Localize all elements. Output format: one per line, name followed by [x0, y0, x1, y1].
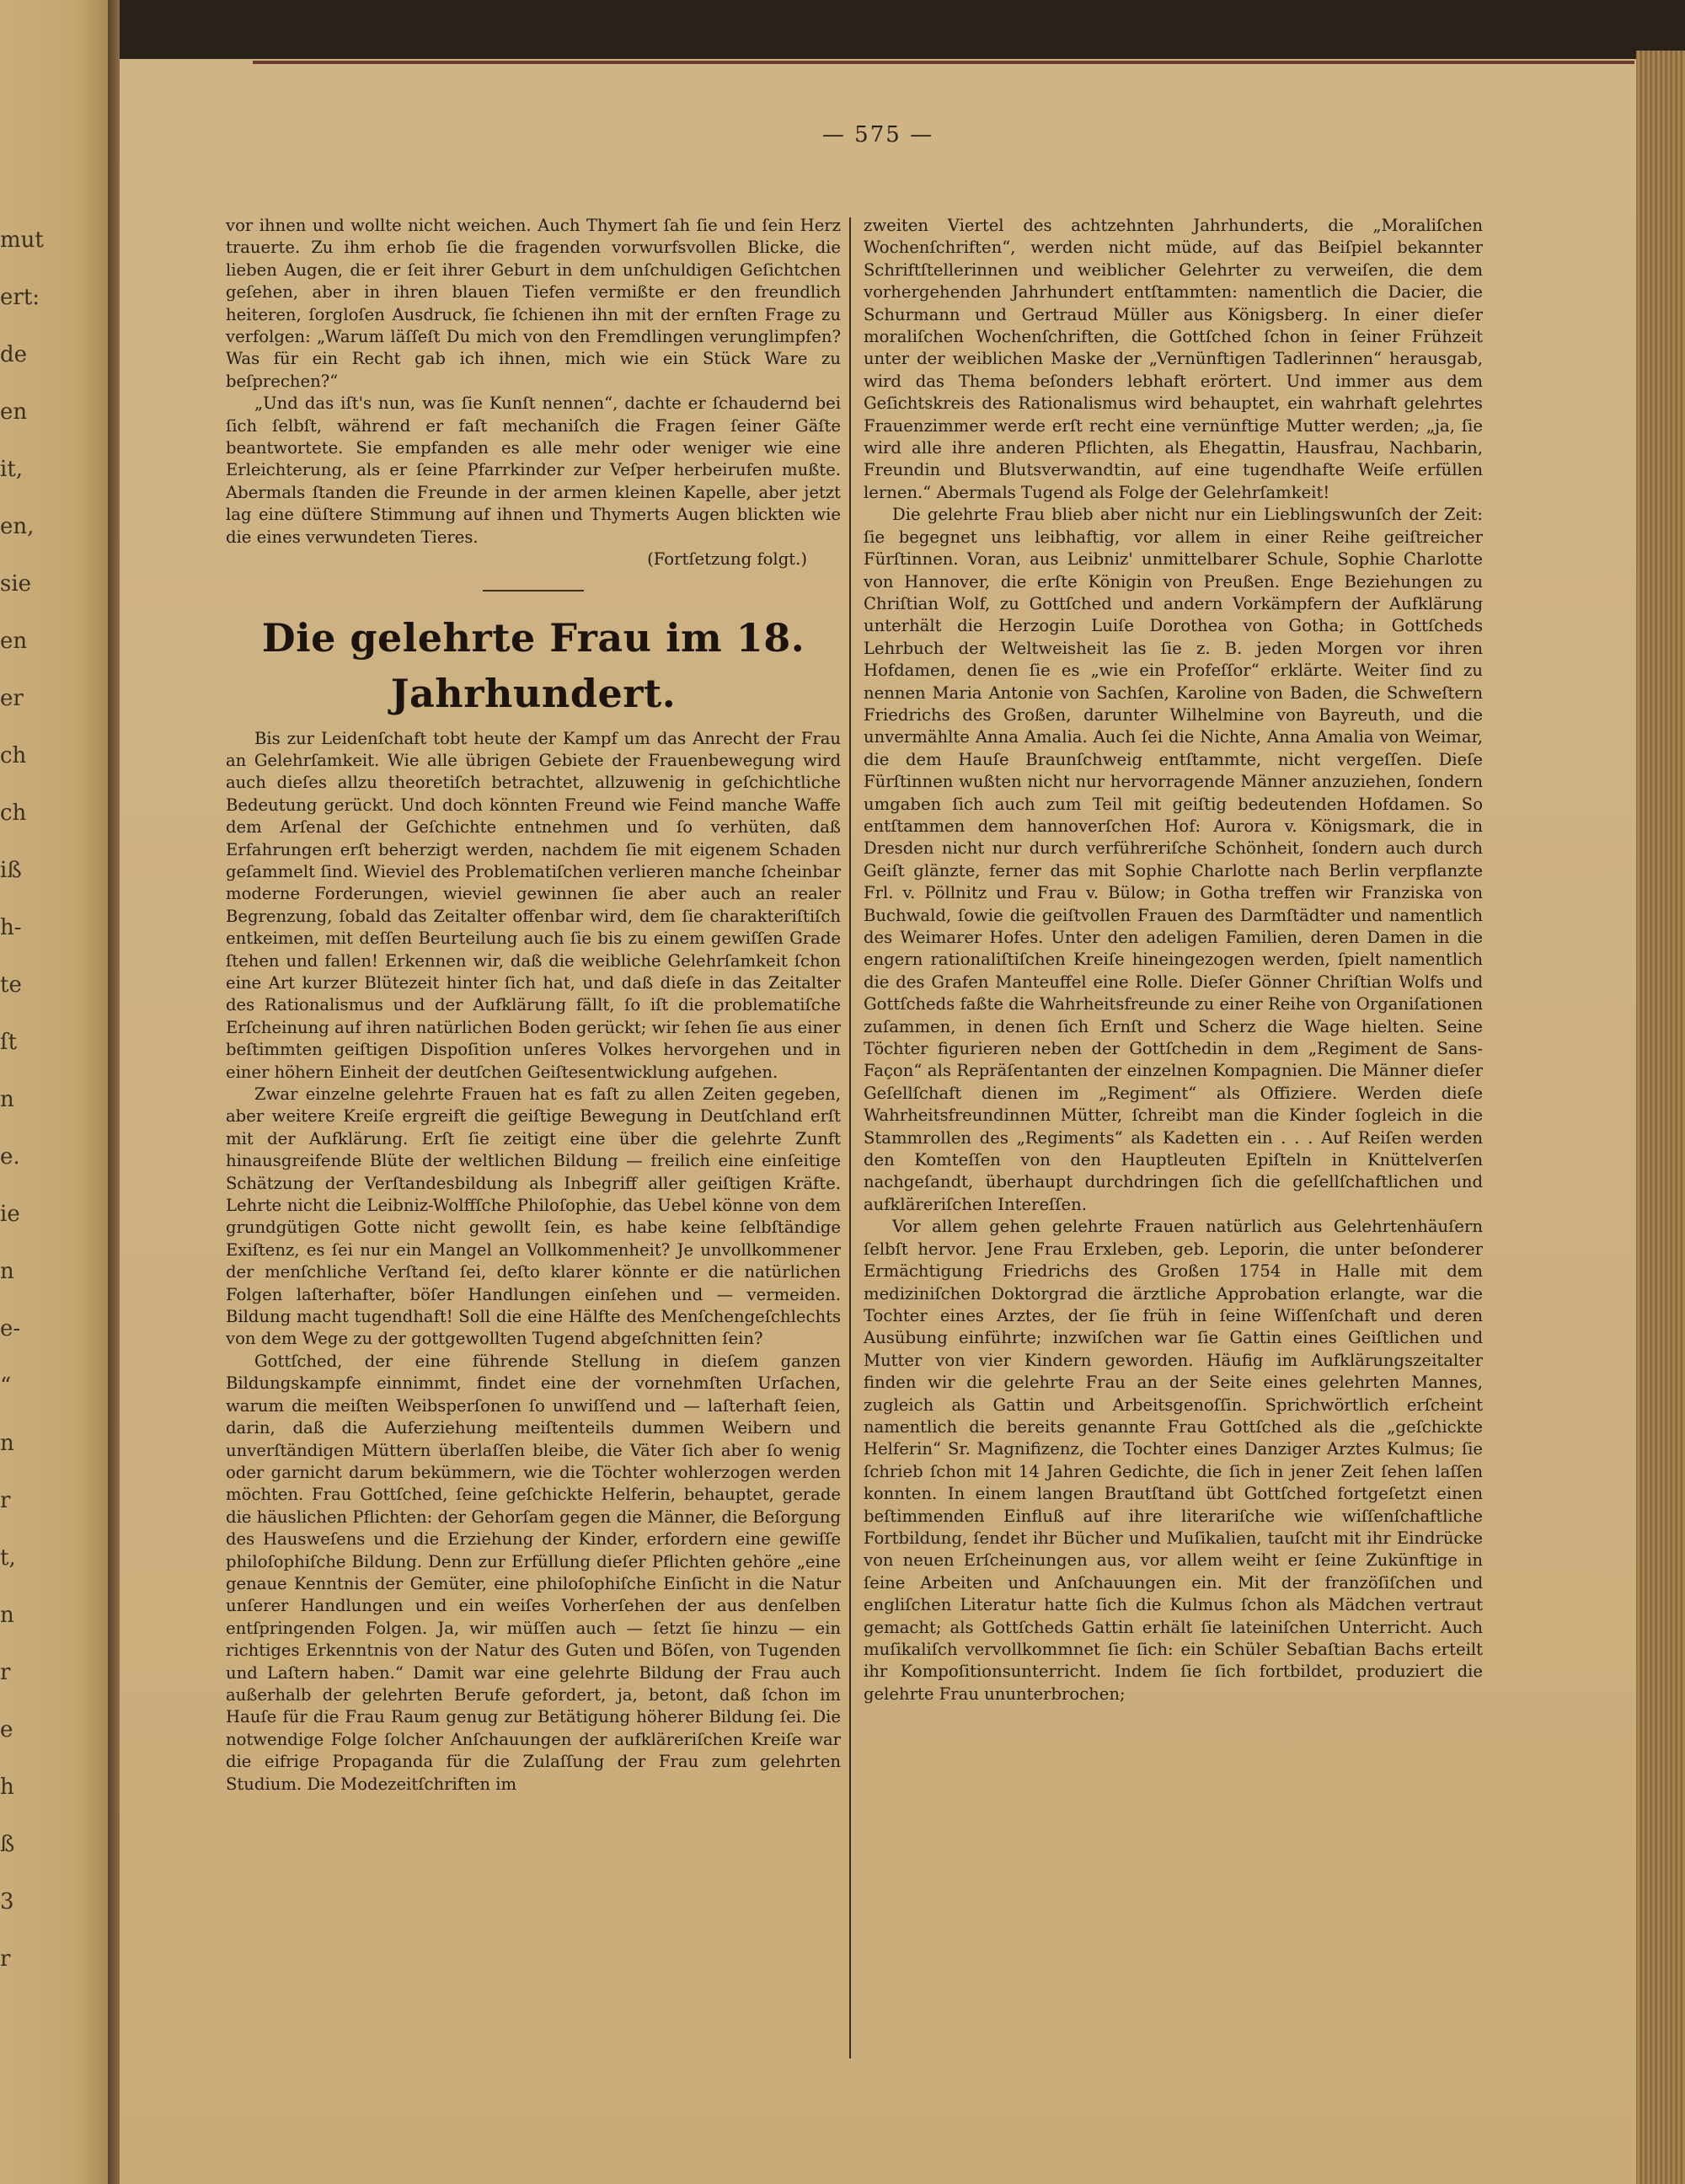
facing-page-fragment: en, [0, 514, 35, 539]
facing-page-fragment: ert: [0, 285, 40, 310]
facing-page-fragment: h- [0, 915, 22, 940]
facing-page-fragment: er [0, 686, 24, 711]
facing-page-fragment: en [0, 399, 28, 425]
facing-page-fragment: ch [0, 743, 27, 768]
facing-page-fragment: te [0, 972, 22, 998]
facing-page-fragment: n [0, 1087, 14, 1112]
facing-page-fragment: ß [0, 1832, 15, 1857]
facing-page-edge [0, 0, 108, 2184]
facing-page-fragment: e- [0, 1316, 21, 1341]
article-paragraph: Zwar einzelne gelehrte Frauen hat es faſt zu allen Zeiten gegeben, aber weitere Kreiſe ergreift die geiſtige Bewegung in Deutſchland erſt mit der Aufklärung. Erſt ſie zeitigt eine über die gelehrte Zunft hinausgreifende Blüte der weltlichen Bildung — freilich eine einſeitige Schätzung der Verſtandesbildung als Inbegriff aller geiſtigen Kräfte. Lehrte nicht die Leibniz-Wolffſche Philoſophie, das Uebel könne von dem grundgütigen Gotte nicht gewollt ſein, es habe keine ſelbſtändige Exiſtenz, es ſei nur ein Mangel an Vollkommenheit? Je unvollkommener der menſchliche Verſtand ſei, deſto klarer könnte er die natürlichen Folgen laſterhafter, böſer Handlungen einſehen und — vermeiden. Bildung macht tugendhaft! Soll die eine Hälfte des Menſchengeſchlechts von dem Wege zu der gottgewollten Tugend abgeſchnitten ſein? [226, 1084, 841, 1349]
article-paragraph: Gottſched, der eine führende Stellung in dieſem ganzen Bildungskampfe einnimmt, findet eine der vornehmſten Urſachen, warum die meiſten Weibsperſonen ſo unwiſſend und — laſterhaft ſeien, darin, daß die Auferziehung meiſtenteils dummen Weibern und unverſtändigen Müttern überlaſſen bleibe, die Väter ſich aber ſo wenig oder garnicht darum bekümmern, wie die Töchter wohlerzogen werden möchten. Frau Gottſched, ſeine geſchickte Helferin, behauptet, gerade die häuslichen Pflichten: der Gehorſam gegen die Männer, die Beſorgung des Hausweſens und die Erziehung der Kinder, erfordern eine gewiſſe philoſophiſche Bildung. Denn zur Erfüllung dieſer Pflichten gehöre „eine genaue Kenntnis der Gemüter, eine philoſophiſche Einſicht in die Natur unſerer Handlungen und ein weiſes Vorherſehen der aus denſelben entſpringenden Folgen. Ja, wir müſſen auch — ſetzt ſie hinzu — ein richtiges Erkenntnis von der Natur des Guten und Böſen, von Tugenden und Laſtern haben.“ Damit war eine gelehrte Bildung der Frau auch außerhalb der gelehrten Berufe gefordert, ja, betont, daß ſchon im Hauſe für die Frau Raum genug zur Betätigung höherer Bildung ſei. Die notwendige Folge ſolcher Anſchauungen der aufkläreriſchen Kreiſe war die eifrige Propaganda für die Zulaſſung der Frau zum gelehrten Studium. Die Modezeitſchriften im [226, 1351, 841, 1794]
left-column [226, 215, 841, 1796]
facing-page-fragment: h [0, 1774, 14, 1800]
story-paragraph: „Und das iſt's nun, was ſie Kunſt nennen“, dachte er ſchaudernd bei ſich ſelbſt, während er faſt mechaniſch die Fragen ſeiner Gäſte beantwortete. Sie empfanden es alle mehr oder weniger wie eine Erleichterung, als er ſeine Pfarrkinder zur Veſper herbeirufen mußte. Abermals ſtanden die Freunde in der armen kleinen Kapelle, aber jetzt lag eine düſtere Stimmung auf ihnen und Thymerts Augen blickten wie die eines verwundeten Tieres. [226, 393, 841, 547]
facing-page-fragment: n [0, 1603, 14, 1628]
section-divider [483, 590, 584, 592]
facing-page-fragment: r [0, 1946, 11, 1972]
facing-page-fragment: e [0, 1717, 13, 1742]
facing-page-fragment: e. [0, 1144, 20, 1170]
page-stack-edge [1636, 51, 1685, 2184]
facing-page-fragment: n [0, 1431, 14, 1456]
facing-page-fragment: n [0, 1259, 14, 1284]
column-divider [849, 217, 851, 2058]
article-paragraph: Vor allem gehen gelehrte Frauen natürlich aus Gelehrtenhäuſern ſelbſt hervor. Jene Frau Erxleben, geb. Leporin, die unter beſonderer Ermächtigung Friedrichs des Großen 1754 in Halle mit dem mediziniſchen Doktorgrad die ärztliche Approbation erlangte, war die Tochter eines Arztes, der ſie früh in ſeine Wiſſenſchaft und deren Ausübung einführte; inzwiſchen war ſie Gattin eines Geiſtlichen und Mutter von vier Kindern geworden. Häufig im Aufklärungszeitalter finden wir die gelehrte Frau an der Seite eines gelehrten Mannes, zugleich als Gattin und Arbeitsgenoſſin. Sprichwörtlich erſcheint namentlich die bereits genannte Frau Gottſched als die „geſchickte Helferin“ Sr. Magnifizenz, die Tochter eines Danziger Arztes Kulmus; ſie ſchrieb ſchon mit 14 Jahren Gedichte, die ſich in jener Zeit ſehen laſſen konnten. In einem langen Brautſtand übt Gottſched fortgeſetzt einen beſtimmenden Einfluß auf ihre literariſche wie wiſſenſchaftliche Fortbildung, ſendet ihr Bücher und Muſikalien, tauſcht mit ihr Eindrücke von neuen Erſcheinungen aus, vor allem weiht er ſeine Zukünftige in ſeine Arbeiten und Anſchauungen ein. Mit der franzöſiſchen und engliſchen Literatur hatte ſich die Kulmus ſchon als Mädchen vertraut gemacht; als Gottſcheds Gattin erhält ſie lateiniſchen Unterricht. Auch muſikaliſch vervollkommnet ſie ſich: ein Schüler Sebaſtian Bachs erteilt ihr Kompoſitionsunterricht. Indem ſie ſich fortbildet, produziert die gelehrte Frau ununterbrochen; [864, 1217, 1483, 1704]
facing-page-fragment: r [0, 1488, 11, 1513]
facing-page-fragment: en [0, 629, 28, 654]
facing-page-fragment: iß [0, 858, 22, 883]
facing-page-fragment: ch [0, 800, 27, 826]
facing-page-fragment: it, [0, 457, 24, 482]
facing-page-fragment: mut [0, 228, 44, 253]
facing-page-fragment: 3 [0, 1889, 14, 1914]
right-column [864, 215, 1483, 1705]
facing-page-fragment: ie [0, 1202, 20, 1227]
article-paragraph: zweiten Viertel des achtzehnten Jahrhunderts, die „Moraliſchen Wochenſchriften“, werden nicht müde, auf das Beiſpiel bekannter Schriftſtellerinnen und weiblicher Gelehrter zu verweiſen, die dem vorhergehenden Jahrhundert entſtammten: namentlich die Dacier, die Schurmann und Gertraud Müller aus Königsberg. In einer dieſer moraliſchen Wochenſchriften, die Gottſched ſchon in ſeiner Frühzeit unter der weiblichen Maske der „Vernünftigen Tadlerinnen“ herausgab, wird das Thema beſonders lebhaft erörtert. Und immer aus dem Geſichtskreis des Rationalismus wird behauptet, ein wahrhaft gelehrtes Frauenzimmer werde erſt recht eine vernünftige Mutter werden; „ja, ſie wird alle ihre anderen Pflichten, als Ehegattin, Hausfrau, Nachbarin, Freundin und Blutsverwandtin, auf eine tugendhafte Weiſe erfüllen lernen.“ Abermals Tugend als Folge der Gelehrſamkeit! [864, 216, 1483, 502]
story-paragraph: vor ihnen und wollte nicht weichen. Auch Thymert ſah ſie und ſein Herz trauerte. Zu ihm erhob ſie die fragenden vorwurfsvollen Blicke, die lieben Augen, die er ſeit ihrer Geburt in dem unſchuldigen Geſichtchen geſehen, aber in ihren blauen Tiefen vermißte er den freundlich heiteren, ſorgloſen Ausdruck, ſie ſchienen ihn mit der ernſten Frage zu verfolgen: „Warum läſſeſt Du mich von den Fremdlingen verunglimpfen? Was für ein Recht gab ich ihnen, mich wie ein Stück Ware zu beſprechen?“ [226, 216, 841, 391]
article-paragraph: Die gelehrte Frau blieb aber nicht nur ein Lieblingswunſch der Zeit: ſie begegnet uns leibhaftig, vor allem in einer Reihe geiſtreicher Fürſtinnen. Voran, aus Leibniz' unmittelbarer Schule, Sophie Charlotte von Hannover, die erſte Königin von Preußen. Enge Beziehungen zu Chriſtian Wolf, zu Gottſched und andern Vorkämpfern der Aufklärung unterhält die Herzogin Luiſe Dorothea von Gotha; in Gottſcheds Lehrbuch der Weltweisheit las ſie z. B. jeden Morgen vor ihren Hofdamen, denen ſie es „wie ein Profeſſor“ erklärte. Weiter ſind zu nennen Maria Antonie von Sachſen, Karoline von Baden, die Schweſtern Friedrichs des Großen, darunter Wilhelmine von Bayreuth, und die unvermählte Anna Amalia. Auch ſei die Nichte, Anna Amalia von Weimar, die dem Hauſe Braunſchweig entſtammte, nicht vergeſſen. Dieſe Fürſtinnen wußten nicht nur hervorragende Männer anzuziehen, ſondern umgaben ſich auch zum Teil mit geiſtig bedeutenden Hofdamen. So entſtammen dem hannoverſchen Hof: Aurora v. Königsmark, die in Dresden nicht nur durch verführeriſche Schönheit, ſondern auch durch Geiſt glänzte, ferner das mit Sophie Charlotte nach Berlin verpflanzte Frl. v. Pöllnitz und Frau v. Bülow; in Gotha treffen wir Franziska von Buchwald, ſowie die geiſtvollen Frauen des Darmſtädter und namentlich des Weimarer Hofes. Unter den adeligen Familien, deren Damen in die engern rationaliſtiſchen Kreiſe hineingezogen werden, ſpielt namentlich die des Grafen Manteuffel eine Rolle. Dieſer Gönner Chriſtian Wolfs und Gottſcheds faßte die Wahrheitsfreunde zu einer Reihe von Organiſationen zuſammen, in denen ſich Ernſt und Scherz die Wage hielten. Seine Töchter figurieren neben der Gottſchedin in dem „Regiment de Sans-Façon“ als Repräſentanten der einzelnen Kompagnien. Die Männer dieſer Geſellſchaft dienen im „Regiment“ als Offiziere. Werden dieſe Wahrheitsfreundinnen Mütter, ſchreibt man die Kinder ſogleich in die Stammrollen des „Regiments“ als Kadetten ein . . . Auf Reiſen werden den Komteſſen von den Hauptleuten Epiſteln in Knüttelverſen nachgeſandt, überhaupt durchdringen ſich die geſellſchaftlichen und aufkläreriſchen Intereſſen. [864, 505, 1484, 1214]
facing-page-fragment: “ [0, 1373, 12, 1399]
book-gutter [108, 0, 120, 2184]
facing-page-fragment: r [0, 1660, 11, 1685]
continuation-note: (Fortſetzung folgt.) [647, 549, 807, 570]
article-paragraph: Bis zur Leidenſchaft tobt heute der Kampf um das Anrecht der Frau an Gelehrſamkeit. Wie alle übrigen Gebiete der Frauenbewegung wird auch dieſes allzu theoretiſch betrachtet, allzuwenig in geſchichtliche Bedeutung gerückt. Und doch könnten Freund wie Feind manche Waffe dem Arſenal der Geſchichte entnehmen und ſo verhüten, daß Erfahrungen erſt beherzigt werden, nachdem ſie mit eigenem Schaden geſammelt ſind. Wieviel des Problematiſchen verlieren manche ſcheinbar moderne Forderungen, wieviel gewinnen ſie aber auch an realer Begrenzung, ſobald das Zeitalter offenbar wird, dem ſie charakteriſtiſch entkeimen, mit deſſen Beurteilung auch ſie bis zu einem gewiſſen Grade ſtehen und fallen! Erkennen wir, daß die weibliche Gelehrſamkeit ſchon eine Art kurzer Blütezeit hinter ſich hat, und daß dieſe in das Zeitalter des Rationalismus und der Aufklärung fällt, ſo iſt die problematiſche Erſcheinung auf ihren natürlichen Boden gerückt; wir ſehen ſie aus einer beſtimmten geiſtigen Dispoſition unſeres Volkes hervorgehen und in einer höhern Einheit der deutſchen Geiſtesentwicklung aufgehen. [226, 728, 841, 1082]
top-border-rule [253, 61, 1634, 64]
page-number: — 575 — [821, 122, 934, 147]
facing-page-fragment: t, [0, 1545, 16, 1571]
article-title: Die gelehrte Frau im 18. Jahrhundert. [261, 614, 805, 716]
facing-page-fragment: ſt [0, 1030, 18, 1055]
facing-page-fragment: sie [0, 571, 32, 597]
facing-page-fragment: de [0, 342, 28, 367]
